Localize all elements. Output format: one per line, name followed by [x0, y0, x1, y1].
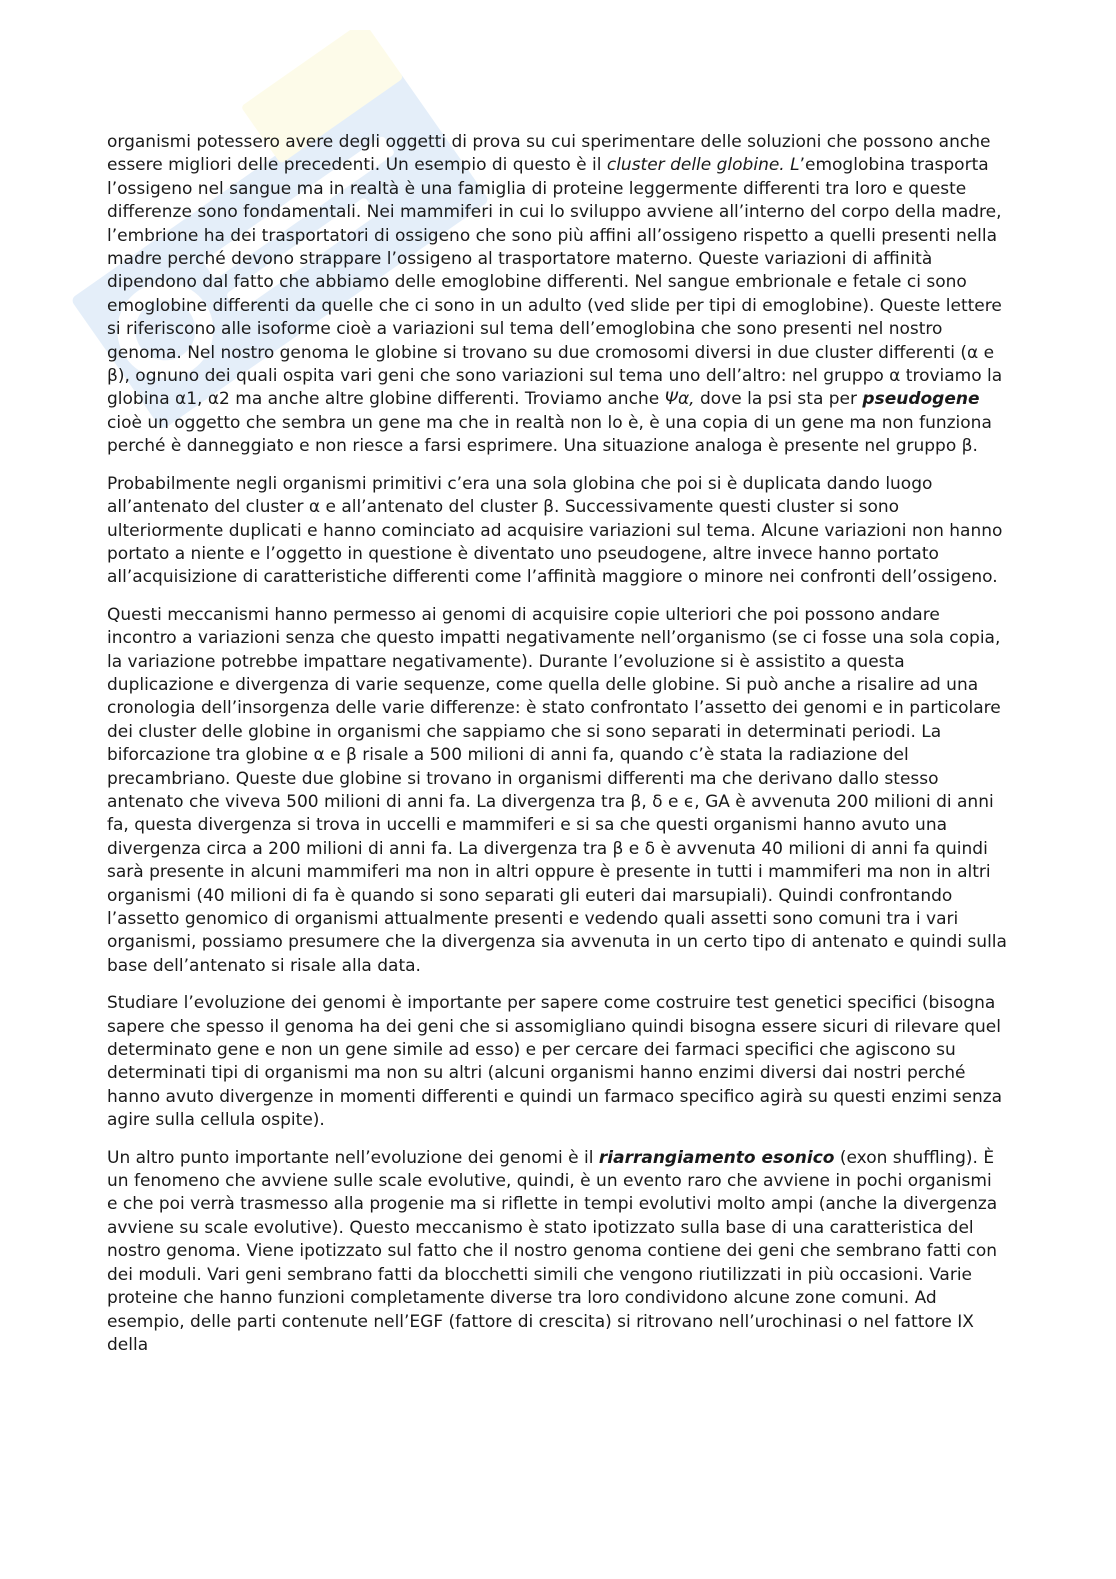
paragraph — [107, 473, 1007, 590]
text-run: ’emoglobina trasporta l’ossigeno nel sangue ma in realtà è una famiglia di proteine leggermente differenti tra loro e queste differenze sono fondamentali. Nei mammiferi in cui lo sviluppo avviene all’interno del corpo della madre, l’embrione ha dei trasportatori di ossigeno che sono più affini all’ossigeno rispetto a quelli presenti nella madre perché devono strappare l’ossigeno al trasportatore materno. Queste variazioni di affinità dipendono dal fatto che abbiamo delle emoglobine differenti. Nel sangue embrionale e fetale ci sono emoglobine differenti da quelle che ci sono in un adulto (ved slide per tipi di emoglobine). Queste lettere si riferiscono alle isoforme cioè a variazioni sul tema dell’emoglobina che sono presenti nel nostro genoma. Nel nostro genoma le globine si trovano su due cromosomi diversi in due cluster differenti (α e β), ognuno dei quali ospita vari geni che sono variazioni sul tema uno dell’altro: nel gruppo α troviamo la globina α1, α2 ma anche altre globine differenti. Troviamo anche — [107, 155, 1003, 410]
italic-text: Ψα, — [664, 389, 695, 410]
text-run: Probabilmente negli organismi primitivi c’era una sola globina che poi si è duplicata dando luogo all’antenato del cluster α e all’antenato del cluster β. Successivamente questi cluster si sono ulteriormente duplicati e hanno cominciato ad acquisire variazioni sul tema. Alcune variazioni non hanno portato a niente e l’oggetto in questione è diventato uno pseudogene, altre invece hanno portato all’acquisizione di caratteristiche differenti come l’affinità maggiore o minore nei confronti dell’ossigeno. — [107, 473, 1003, 588]
text-run: cioè un oggetto che sembra un gene ma che in realtà non lo è, è una copia di un gene ma non funziona perché è danneggiato e non riesce a farsi esprimere. Una situazione analoga è presente nel gruppo β. — [107, 412, 992, 457]
italic-text: L — [790, 155, 800, 176]
text-run: Questi meccanismi hanno permesso ai genomi di acquisire copie ulteriori che poi possono andare incontro a variazioni senza che questo impatti negativamente nell’organismo (se ci fosse una sola copia, la variazione potrebbe impattare negativamente). Durante l’evoluzione si è assistito a questa duplicazione e divergenza di varie sequenze, come quella delle globine. Si può anche a risalire ad una cronologia dell’insorgenza delle varie differenze: è stato confrontato l’assetto dei genomi e in particolare dei cluster delle globine in organismi che sappiamo che si sono separati in determinati periodi. La biforcazione tra globine α e β risale a 500 milioni di anni fa, quando c’è stata la radiazione del precambriano. Queste due globine si trovano in organismi differenti ma che derivano dallo stesso antenato che viveva 500 milioni di anni fa. La divergenza tra β, δ e ϵ, GA è avvenuta 200 milioni di anni fa, questa divergenza si trova in uccelli e mammiferi e si sa che questi organismi hanno avuto una divergenza circa a 200 milioni di anni fa. La divergenza tra β e δ è avvenuta 40 milioni di anni fa quindi sarà presente in alcuni mammiferi ma non in altri oppure è presente in tutti i mammiferi ma non in altri organismi (40 milioni di fa è quando si sono separati gli euteri dai marsupiali). Quindi confrontando l’assetto genomico di organismi attualmente presenti e vedendo quali assetti sono comuni tra i vari organismi, possiamo presumere che la divergenza sia avvenuta in un certo tipo di antenato e quindi sulla base dell’antenato si risale alla data. — [107, 604, 1007, 976]
text-run: Un altro punto importante nell’evoluzione dei genomi è il — [107, 1147, 599, 1168]
paragraph — [107, 604, 1007, 979]
paragraph — [107, 1147, 1007, 1358]
paragraph — [107, 992, 1007, 1132]
bold-italic-term: riarrangiamento esonico — [598, 1147, 835, 1168]
text-run: (exon shuffling). È un fenomeno che avviene sulle scale evolutive, quindi, è un evento raro che avviene in pochi organismi e che poi verrà trasmesso alla progenie ma si riflette in tempi evolutivi molto ampi (anche la divergenza avviene su scale evolutive). Questo meccanismo è stato ipotizzato sulla base di una caratteristica del nostro genoma. Viene ipotizzato sul fatto che il nostro genoma contiene dei geni che sembrano fatti con dei moduli. Vari geni sembrano fatti da blocchetti simili che vengono riutilizzati in più occasioni. Varie proteine che hanno funzioni completamente diverse tra loro condividono alcune zone comuni. Ad esempio, delle parti contenute nell’EGF (fattore di crescita) si ritrovano nell’urochinasi o nel fattore IX della — [107, 1147, 998, 1355]
bold-italic-term: pseudogene — [862, 389, 980, 410]
text-run: organismi potessero avere degli oggetti di prova su cui sperimentare delle soluzioni che possono anche essere migliori delle precedenti. Un esempio di questo è il — [107, 132, 991, 176]
text-run: dove la psi sta per — [694, 389, 863, 410]
paragraph — [107, 131, 1007, 459]
italic-text: cluster delle globine. — [606, 155, 785, 176]
document-body — [107, 131, 1007, 1371]
text-run: Studiare l’evoluzione dei genomi è importante per sapere come costruire test genetici specifici (bisogna sapere che spesso il genoma ha dei geni che si assomigliano quindi bisogna essere sicuri di rilevare quel determinato gene e non un gene simile ad esso) e per cercare dei farmaci specifici che agiscono su determinati tipi di organismi ma non su altri (alcuni organismi hanno enzimi diversi dai nostri perché hanno avuto divergenze in momenti differenti e quindi un farmaco specifico agirà su questi enzimi senza agire sulla cellula ospite). — [107, 993, 1003, 1131]
